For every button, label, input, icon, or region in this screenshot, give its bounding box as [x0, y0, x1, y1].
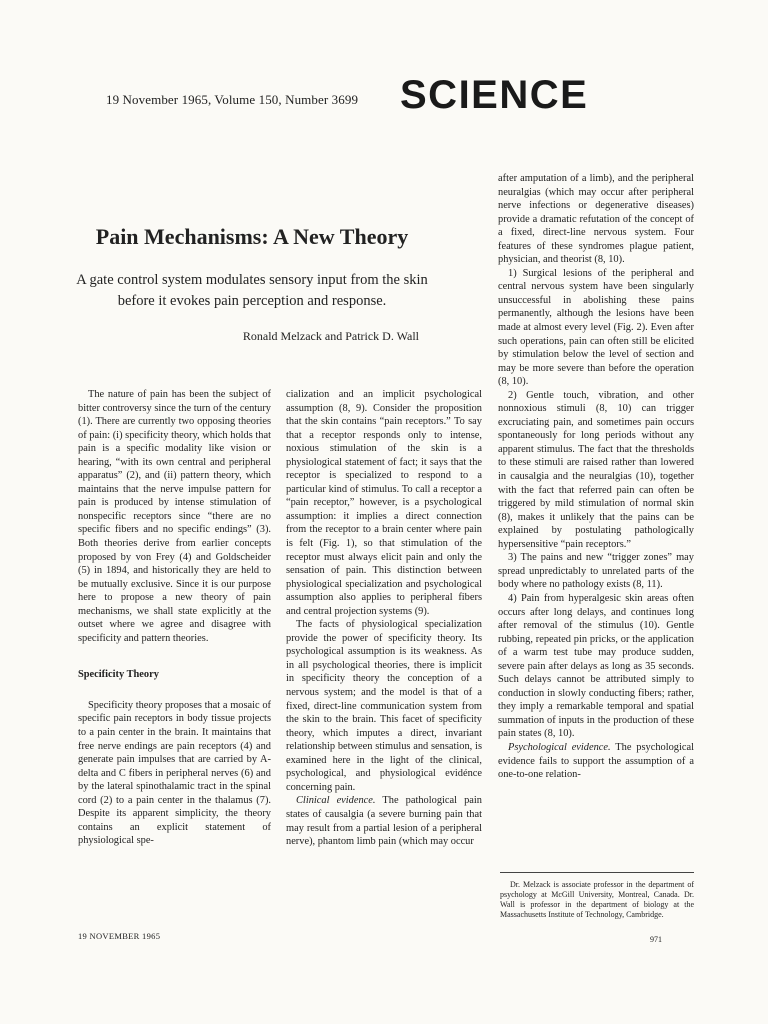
footer-date: 19 NOVEMBER 1965 — [78, 931, 161, 941]
body-column-3 — [498, 172, 694, 867]
paragraph-label: Clinical evidence. — [296, 795, 376, 807]
paragraph: 4) Pain from hyperalgesic skin areas often occurs after long delays, and continues long after removal of the stimulus (10). Gentle rubbing, repeated pin pricks, or the application of a warm test tube may produce sudden, severe pain after delays as long as 35 seconds. Such delays cannot be attributed simply to conduction in slowly conducting fibers; rather, they imply a remarkable temporal and spatial summation of inputs in the production of these pain states (8, 10). — [498, 592, 694, 740]
paragraph: The nature of pain has been the subject of bitter controversy since the turn of the century (1). There are currently two opposing theories of pain: (i) specificity theory, which holds that pain is a specific modality like vision or hearing, “with its own central and peripheral apparatus” (2), and (ii) pattern theory, which maintains that the nerve impulse pattern for pain is produced by intense stimulation of nonspecific receptors since “there are no specific fibers and no specific endings” (3). Both theories derive from earlier concepts proposed by von Frey (4) and Goldscheider (5) in 1894, and historically they are held to be mutually exclusive. Since it is our purpose here to propose a new theory of pain mechanisms, we shall state explicitly at the outset where we agree and disagree with specificity and pattern theories. — [78, 389, 271, 644]
paragraph-text: The psychological evidence fails to support the assumption of a one-to-one relation- — [498, 741, 694, 781]
paragraph-text: The pathological pain states of causalgia (a severe burning pain that may result from a partial lesion of a peripheral nerve), phantom limb pain (which may occur — [286, 795, 482, 848]
paragraph-label: Psychological evidence. — [508, 741, 611, 753]
body-column-1 — [78, 388, 271, 868]
footnote-rule — [500, 872, 694, 873]
issue-line: 19 November 1965, Volume 150, Number 3699 — [106, 92, 359, 107]
paragraph: Specificity theory proposes that a mosaic of specific pain receptors in body tissue projects to a pain center in the brain. It maintains that free nerve endings are pain receptors (4) and generate pain impulses that are carried by A-delta and C fibers in peripheral nerves (6) and by the lateral spinothalamic tract in the spinal cord (2) to a pain center in the thalamus (7). Despite its apparent simplicity, the theory contains an explicit statement of physiological spe- — [78, 699, 271, 847]
article-authors: Ronald Melzack and Patrick D. Wall — [242, 329, 419, 343]
journal-masthead: SCIENCE — [400, 73, 589, 117]
paragraph: 3) The pains and new “trigger zones” may spread unpredictably to unrelated parts of the body where no pathology exists (8, 11). — [498, 552, 694, 591]
paragraph — [286, 794, 482, 848]
page-number: 971 — [650, 935, 662, 944]
paragraph: cialization and an implicit psychological assumption (8, 9). Consider the proposition that the skin contains “pain receptors.” To say that a receptor responds only to intense, noxious stimulation of the skin is a physiological statement of fact; it says that the receptor is specialized to respond to a particular kind of stimulus. To call a receptor a “pain receptor,” however, is a psychological assumption: it implies a direct connection from the receptor to a brain center where pain is felt (Fig. 1), so that stimulation of the receptor must always elicit pain and only the sensation of pain. This distinction between physiological specialization and psychological assumption also applies to peripheral fibers and central projection systems (9). — [286, 389, 482, 617]
paragraph: The facts of physiological specialization provide the power of specificity theory. Its psychological assumption is its weakness. As in all psychological theories, there is implicit in specificity theory the conception of a nervous system; and the model is that of a fixed, direct-line communication system from the skin to the brain. This facet of specificity theory, which imputes a direct, invariant relationship between stimulus and sensation, is examined here in the light of the clinical, psychological, and physiological evidénce concerning pain. — [286, 619, 482, 793]
author-footnote: Dr. Melzack is associate professor in the department of psychology at McGill University, Montreal, Canada. Dr. Wall is professor in the department of biology at the Massachusetts Institute of Technology, Cambridge. — [500, 880, 694, 919]
paragraph: 1) Surgical lesions of the peripheral and central nervous system have been singularly unsuccessful in abolishing these pains permanently, although the lesions have been made at almost every level (Fig. 2). Even after such operations, pain can often still be elicited by stimulation below the level of section and may be more severe than before the operation (8, 10). — [498, 267, 694, 388]
body-column-2 — [286, 388, 482, 893]
section-heading: Specificity Theory — [78, 669, 159, 681]
article-title: Pain Mechanisms: A New Theory — [95, 224, 409, 249]
paragraph: after amputation of a limb), and the peripheral neuralgias (which may occur after peripheral nerve infections or degenerative diseases) provide a dramatic refutation of the concept of a fixed, direct-line nervous system. Four features of these syndromes plague patient, physician, and theorist (8, 10). — [498, 173, 694, 266]
article-subtitle: A gate control system modulates sensory input from the skin before it evokes pain perception and response. — [76, 272, 428, 309]
paragraph: 2) Gentle touch, vibration, and other nonnoxious stimuli (8, 10) can trigger excruciating pain, and sometimes pain occurs spontaneously for long periods without any apparent stimulus. The fact that the thresholds to these stimuli are raised rather than lowered in causalgia and the neuralgias (10), together with the fact that referred pain can often be triggered by mild stimulation of normal skin (8), makes it unlikely that the pains can be explained by postulating pathologically hypersensitive “pain receptors.” — [498, 389, 694, 550]
paragraph — [498, 741, 694, 782]
